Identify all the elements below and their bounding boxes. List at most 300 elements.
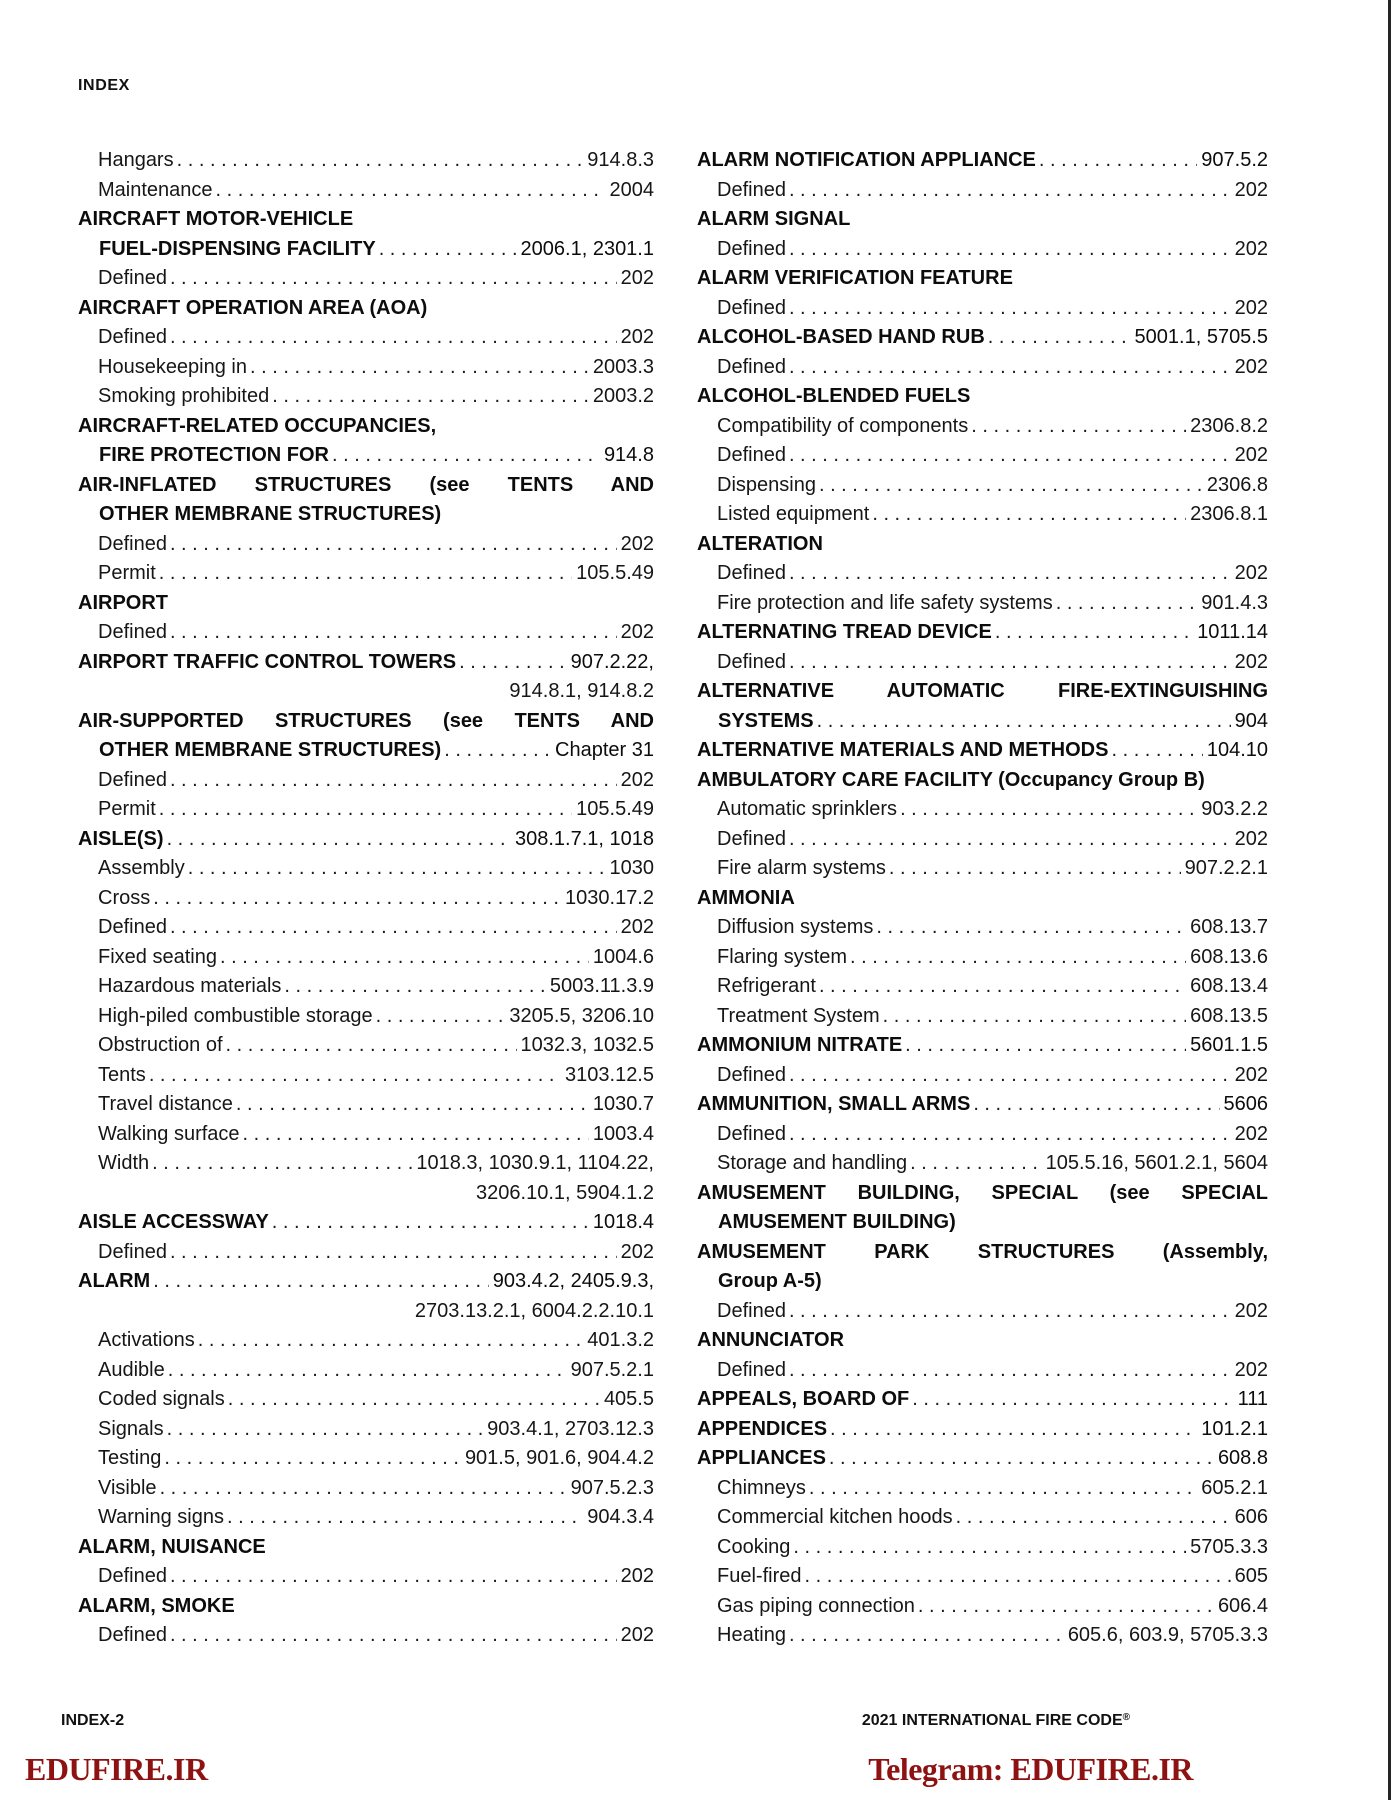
index-subentry [78, 176, 654, 206]
index-subentry [78, 353, 654, 383]
index-heading [697, 1415, 1268, 1445]
dot-leader [240, 1120, 589, 1149]
dot-leader [150, 1267, 489, 1296]
dot-leader [801, 1562, 1230, 1591]
entry-label: Chimneys [717, 1476, 806, 1499]
entry-page-ref: 202 [620, 326, 654, 348]
index-heading [697, 884, 1268, 914]
entry-page-ref: 605 [1234, 1565, 1268, 1587]
entry-label: OTHER MEMBRANE STRUCTURES) [99, 503, 442, 525]
entry-page-ref: 202 [1234, 562, 1268, 584]
dot-leader [806, 1474, 1197, 1503]
entry-label: Defined [98, 621, 167, 643]
index-heading [78, 825, 654, 855]
dot-leader [156, 559, 572, 588]
entry-page-ref: 1030.17.2 [565, 886, 654, 909]
entry-page-ref: 202 [1234, 178, 1268, 201]
entry-page-ref: 903.4.1, 2703.12.3 [487, 1417, 654, 1440]
entry-page-ref: 105.5.49 [576, 562, 654, 584]
dot-leader [167, 1562, 617, 1591]
index-heading [697, 1238, 1268, 1268]
entry-page-ref: 914.8 [603, 444, 654, 466]
entry-label: ALARM VERIFICATION FEATURE [697, 267, 1013, 289]
entry-page-ref: 2003.3 [592, 355, 654, 378]
entry-label: Defined [717, 1299, 786, 1322]
entry-label: Group A-5) [718, 1270, 822, 1292]
index-subentry [78, 1090, 654, 1120]
index-heading [78, 1592, 654, 1622]
entry-label: Defined [717, 827, 786, 850]
entry-label: ALARM, NUISANCE [78, 1535, 266, 1558]
entry-label: ALTERATION [697, 532, 823, 555]
dot-leader [146, 1061, 561, 1090]
index-heading [78, 235, 654, 265]
index-heading [697, 1385, 1268, 1415]
entry-page-ref: 202 [1234, 296, 1268, 319]
index-heading [697, 323, 1268, 353]
entry-page-ref: 202 [1234, 355, 1268, 378]
entry-label: AMUSEMENT PARK STRUCTURES (Assembly, [697, 1240, 1268, 1263]
entry-page-ref: 608.13.7 [1190, 916, 1268, 938]
entry-label: Defined [98, 1240, 167, 1263]
entry-label: Hazardous materials [98, 975, 282, 997]
index-heading [78, 707, 654, 737]
entry-page-ref: 1032.3, 1032.5 [520, 1034, 654, 1056]
entry-page-ref: 3103.12.5 [565, 1063, 654, 1086]
index-subentry [78, 1474, 654, 1504]
entry-page-ref: 608.13.5 [1190, 1004, 1268, 1027]
entry-label: ALARM [78, 1270, 151, 1292]
index-heading [78, 589, 654, 619]
index-subentry [78, 1621, 654, 1651]
entry-page-ref: 202 [1234, 1063, 1268, 1086]
entry-label: AMMONIUM NITRATE [697, 1034, 903, 1056]
index-subentry [78, 1326, 654, 1356]
telegram-watermark: Telegram: EDUFIRE.IR [868, 1751, 1193, 1787]
index-subentry [78, 884, 654, 914]
index-subentry [78, 1031, 654, 1061]
entry-page-ref: 202 [620, 1565, 654, 1587]
index-entry-continuation: 914.8.1, 914.8.2 [509, 680, 654, 702]
dot-leader [156, 795, 572, 824]
entry-page-ref: 202 [620, 532, 654, 555]
entry-page-ref: 907.2.2.1 [1184, 857, 1268, 879]
index-heading [78, 294, 654, 324]
dot-leader [880, 1002, 1187, 1031]
entry-label: Housekeeping in [98, 355, 247, 378]
index-subentry [697, 500, 1268, 530]
entry-label: Cross [98, 886, 151, 909]
entry-page-ref: 202 [1234, 1299, 1268, 1322]
dot-leader [149, 1149, 412, 1178]
entry-label: Compatibility of components [717, 414, 969, 437]
dot-leader [826, 1444, 1214, 1473]
entry-label: Commercial kitchen hoods [717, 1506, 953, 1528]
index-heading [78, 1208, 654, 1238]
entry-label: Signals [98, 1417, 164, 1440]
entry-page-ref: 1004.6 [592, 945, 654, 968]
entry-page-ref: 914.8.3 [587, 149, 654, 171]
dot-leader [167, 618, 617, 647]
entry-label: APPENDICES [697, 1417, 828, 1440]
index-subentry [78, 972, 654, 1002]
entry-label: Smoking prohibited [98, 385, 270, 407]
entry-label: ALARM, SMOKE [78, 1594, 235, 1617]
dot-leader [790, 1533, 1186, 1562]
index-subentry [78, 559, 654, 589]
dot-leader [786, 235, 1231, 264]
dot-leader [814, 707, 1231, 736]
dot-leader [827, 1415, 1197, 1444]
entry-label: ALTERNATING TREAD DEVICE [697, 621, 992, 643]
dot-leader [376, 235, 517, 264]
entry-page-ref: 903.4.2, 2405.9.3, [492, 1270, 654, 1292]
index-subentry [697, 943, 1268, 973]
dot-leader [873, 913, 1186, 942]
entry-page-ref: 907.5.2.1 [570, 1358, 654, 1381]
entry-label: ANNUNCIATOR [697, 1329, 845, 1351]
dot-leader [167, 1621, 617, 1650]
index-subentry [697, 1474, 1268, 1504]
dot-leader [786, 1297, 1231, 1326]
index-subentry [697, 1149, 1268, 1179]
entry-page-ref: 606 [1234, 1506, 1268, 1528]
entry-label: AMUSEMENT BUILDING) [718, 1211, 956, 1233]
dot-leader [167, 264, 617, 293]
entry-page-ref: 5001.1, 5705.5 [1134, 326, 1268, 348]
dot-leader [786, 648, 1231, 677]
dot-leader [902, 1031, 1186, 1060]
index-heading [697, 146, 1268, 176]
entry-label: Defined [717, 237, 786, 260]
dot-leader [269, 382, 589, 411]
entry-page-ref: 101.2.1 [1201, 1417, 1268, 1440]
entry-label: AIRPORT TRAFFIC CONTROL TOWERS [78, 650, 457, 673]
entry-page-ref: 608.13.6 [1190, 945, 1268, 968]
entry-page-ref: 202 [1234, 1122, 1268, 1145]
dot-leader [886, 854, 1181, 883]
entry-label: Refrigerant [717, 975, 816, 997]
index-heading [697, 1267, 1268, 1297]
dot-leader [992, 618, 1193, 647]
entry-label: AIRCRAFT MOTOR-VEHICLE [78, 208, 354, 230]
dot-leader [165, 1356, 567, 1385]
index-subentry [697, 1297, 1268, 1327]
entry-page-ref: 904 [1234, 709, 1268, 732]
entry-label: Defined [717, 296, 786, 319]
index-entry-continuation: 2703.13.2.1, 6004.2.2.10.1 [414, 1299, 654, 1322]
dot-leader [1108, 736, 1202, 765]
dot-leader [225, 1385, 600, 1414]
entry-page-ref: 202 [620, 916, 654, 938]
entry-label: Defined [717, 1122, 786, 1145]
entry-label: Defined [717, 650, 786, 673]
entry-label: Fire alarm systems [717, 857, 886, 879]
dot-leader [786, 1621, 1064, 1650]
entry-label: Activations [98, 1329, 195, 1351]
entry-page-ref: 104.10 [1206, 739, 1268, 761]
index-heading [697, 205, 1268, 235]
entry-label: Width [98, 1152, 150, 1174]
entry-label: Dispensing [717, 473, 816, 496]
index-subentry [78, 795, 654, 825]
entry-page-ref: 2004 [609, 178, 654, 201]
entry-page-ref: 606.4 [1217, 1594, 1268, 1617]
dot-leader [167, 323, 617, 352]
entry-label: Permit [98, 562, 156, 584]
entry-page-ref: 202 [620, 267, 654, 289]
index-heading [697, 618, 1268, 648]
index-subentry [697, 1002, 1268, 1032]
entry-label: Defined [717, 1358, 786, 1381]
entry-page-ref: 308.1.7.1, 1018 [514, 827, 654, 850]
index-subentry [697, 795, 1268, 825]
entry-page-ref: 5606 [1223, 1093, 1268, 1115]
index-subentry [78, 146, 654, 176]
index-subentry [78, 1415, 654, 1445]
entry-page-ref: 111 [1237, 1388, 1268, 1410]
index-heading [697, 264, 1268, 294]
entry-label: AIRPORT [78, 591, 168, 614]
index-subentry [697, 913, 1268, 943]
entry-page-ref: 907.5.2 [1201, 149, 1268, 171]
index-heading [78, 1267, 654, 1297]
entry-page-ref: 901.4.3 [1201, 591, 1268, 614]
entry-page-ref: 405.5 [603, 1388, 654, 1410]
index-subentry [78, 1149, 654, 1179]
index-subentry [78, 1120, 654, 1150]
entry-page-ref: 202 [620, 1624, 654, 1646]
index-subentry [78, 618, 654, 648]
registered-trademark-symbol: ® [1122, 1712, 1130, 1723]
entry-label: OTHER MEMBRANE STRUCTURES) [99, 739, 442, 761]
entry-label: Defined [717, 444, 786, 466]
dot-leader [786, 825, 1231, 854]
index-heading [697, 1444, 1268, 1474]
index-heading [697, 766, 1268, 796]
entry-page-ref: 202 [620, 1240, 654, 1263]
entry-page-ref: 1018.3, 1030.9.1, 1104.22, [416, 1152, 654, 1174]
entry-label: FIRE PROTECTION FOR [99, 444, 329, 466]
dot-leader [786, 559, 1231, 588]
index-column-right [697, 146, 1268, 1651]
index-subentry [78, 1503, 654, 1533]
index-subentry [78, 1444, 654, 1474]
dot-leader [174, 146, 584, 175]
index-heading [697, 1208, 1268, 1238]
entry-page-ref: 2306.8 [1206, 473, 1268, 496]
index-subentry [697, 412, 1268, 442]
entry-label: Cooking [717, 1535, 791, 1558]
index-heading [697, 1090, 1268, 1120]
dot-leader [786, 1061, 1231, 1090]
dot-leader [786, 441, 1231, 470]
index-subentry [697, 648, 1268, 678]
entry-label: AISLE(S) [78, 827, 164, 850]
dot-leader [897, 795, 1197, 824]
index-subentry [697, 471, 1268, 501]
index-subentry [697, 1533, 1268, 1563]
index-subentry [78, 1002, 654, 1032]
entry-page-ref: 5003.11.3.9 [549, 975, 654, 997]
entry-label: Listed equipment [717, 503, 870, 525]
entry-label: AMUSEMENT BUILDING, SPECIAL (see SPECIAL [697, 1181, 1268, 1204]
dot-leader [167, 1238, 617, 1267]
entry-label: ALTERNATIVE MATERIALS AND METHODS [697, 739, 1109, 761]
index-subentry [697, 854, 1268, 884]
dot-leader [281, 972, 545, 1001]
dot-leader [224, 1503, 583, 1532]
index-subentry [697, 176, 1268, 206]
entry-label: Heating [717, 1624, 786, 1646]
index-subentry [697, 589, 1268, 619]
index-subentry [78, 766, 654, 796]
entry-label: Fixed seating [98, 945, 217, 968]
dot-leader [167, 530, 617, 559]
dot-leader [157, 1474, 567, 1503]
dot-leader [816, 471, 1203, 500]
index-heading [78, 205, 654, 235]
dot-leader [909, 1385, 1233, 1414]
entry-label: Defined [98, 326, 167, 348]
entry-page-ref: Chapter 31 [555, 739, 654, 761]
dot-leader [816, 972, 1186, 1001]
index-subentry [697, 235, 1268, 265]
entry-label: Permit [98, 798, 156, 820]
dot-leader [185, 854, 606, 883]
entry-label: Defined [98, 532, 167, 555]
entry-label: Maintenance [98, 178, 213, 201]
entry-label: Defined [98, 916, 167, 938]
entry-page-ref: 105.5.49 [576, 798, 654, 820]
index-subentry [697, 294, 1268, 324]
entry-label: Fire protection and life safety systems [717, 591, 1053, 614]
entry-label: AIR-SUPPORTED STRUCTURES (see TENTS AND [78, 709, 654, 732]
entry-label: Warning signs [98, 1506, 224, 1528]
page-number: INDEX-2 [61, 1712, 125, 1729]
index-subentry [78, 943, 654, 973]
dot-leader [195, 1326, 584, 1355]
index-subentry [78, 854, 654, 884]
entry-label: Defined [98, 1624, 167, 1646]
dot-leader [164, 1415, 484, 1444]
entry-page-ref: 202 [1234, 650, 1268, 673]
dot-leader [247, 353, 589, 382]
index-entry-continuation: 3206.10.1, 5904.1.2 [476, 1181, 654, 1204]
index-subentry [78, 323, 654, 353]
entry-label: ALTERNATIVE AUTOMATIC FIRE-EXTINGUISHING [697, 680, 1268, 702]
entry-label: AISLE ACCESSWAY [78, 1211, 269, 1233]
entry-label: Walking surface [98, 1122, 240, 1145]
entry-label: Travel distance [98, 1093, 233, 1115]
dot-leader [217, 943, 589, 972]
entry-page-ref: 202 [1234, 237, 1268, 260]
entry-label: ALCOHOL-BASED HAND RUB [697, 326, 985, 348]
dot-leader [915, 1592, 1214, 1621]
entry-label: Defined [98, 267, 167, 289]
dot-leader [161, 1444, 461, 1473]
index-heading [697, 1179, 1268, 1209]
entry-page-ref: 608.13.4 [1190, 975, 1268, 997]
index-subentry [697, 441, 1268, 471]
index-heading [697, 677, 1268, 707]
index-subentry [697, 1503, 1268, 1533]
entry-label: Tents [98, 1063, 146, 1086]
entry-page-ref: 605.2.1 [1201, 1476, 1268, 1499]
dot-leader [786, 353, 1231, 382]
index-subentry [78, 1562, 654, 1592]
index-heading [697, 1031, 1268, 1061]
index-subentry [78, 264, 654, 294]
index-subentry [697, 559, 1268, 589]
entry-page-ref: 907.2.22, [570, 650, 654, 673]
index-heading [697, 1326, 1268, 1356]
index-column-left [78, 146, 654, 1651]
entry-page-ref: 2306.8.1 [1190, 503, 1268, 525]
entry-page-ref: 608.8 [1217, 1447, 1268, 1469]
dot-leader [1053, 589, 1198, 618]
entry-label: AIR-INFLATED STRUCTURES (see TENTS AND [78, 473, 654, 496]
index-subentry [78, 1061, 654, 1091]
index-heading [78, 412, 654, 442]
index-subentry [697, 353, 1268, 383]
entry-page-ref: 2306.8.2 [1190, 414, 1268, 437]
index-heading [78, 1533, 654, 1563]
entry-label: FUEL-DISPENSING FACILITY [99, 237, 376, 260]
index-heading [697, 530, 1268, 560]
entry-label: Audible [98, 1358, 165, 1381]
entry-page-ref: 1018.4 [592, 1211, 654, 1233]
entry-page-ref: 605.6, 603.9, 5705.3.3 [1067, 1624, 1268, 1646]
dot-leader [456, 648, 566, 677]
dot-leader [970, 1090, 1219, 1119]
entry-label: AMBULATORY CARE FACILITY (Occupancy Group B) [697, 768, 1205, 791]
entry-page-ref: 1011.14 [1197, 621, 1268, 643]
dot-leader [786, 1120, 1231, 1149]
dot-leader [329, 441, 600, 470]
entry-page-ref: 907.5.2.3 [570, 1476, 654, 1499]
index-subentry [78, 913, 654, 943]
entry-page-ref: 903.2.2 [1201, 798, 1268, 820]
entry-label: Defined [98, 768, 167, 791]
entry-label: ALCOHOL-BLENDED FUELS [697, 385, 971, 407]
dot-leader [985, 323, 1131, 352]
dot-leader [1036, 146, 1197, 175]
entry-page-ref: 901.5, 901.6, 904.4.2 [464, 1447, 654, 1469]
entry-label: Flaring system [717, 945, 848, 968]
entry-label: Defined [98, 1565, 167, 1587]
dot-leader [847, 943, 1186, 972]
index-heading [697, 382, 1268, 412]
dot-leader [233, 1090, 589, 1119]
index-subentry [78, 1385, 654, 1415]
dot-leader [269, 1208, 589, 1237]
entry-label: ALARM NOTIFICATION APPLIANCE [697, 149, 1036, 171]
entry-label: Defined [717, 1063, 786, 1086]
code-edition-text: 2021 INTERNATIONAL FIRE CODE [861, 1712, 1123, 1729]
entry-label: Defined [717, 562, 786, 584]
entry-page-ref: 105.5.16, 5601.2.1, 5604 [1045, 1152, 1268, 1174]
entry-label: Automatic sprinklers [717, 798, 898, 820]
dot-leader [786, 294, 1231, 323]
dot-leader [953, 1503, 1231, 1532]
index-subentry [697, 1061, 1268, 1091]
index-subentry [78, 530, 654, 560]
entry-label: Fuel-fired [717, 1565, 802, 1587]
entry-page-ref: 2006.1, 2301.1 [520, 237, 654, 260]
entry-label: Gas piping connection [717, 1594, 915, 1617]
dot-leader [786, 1356, 1231, 1385]
